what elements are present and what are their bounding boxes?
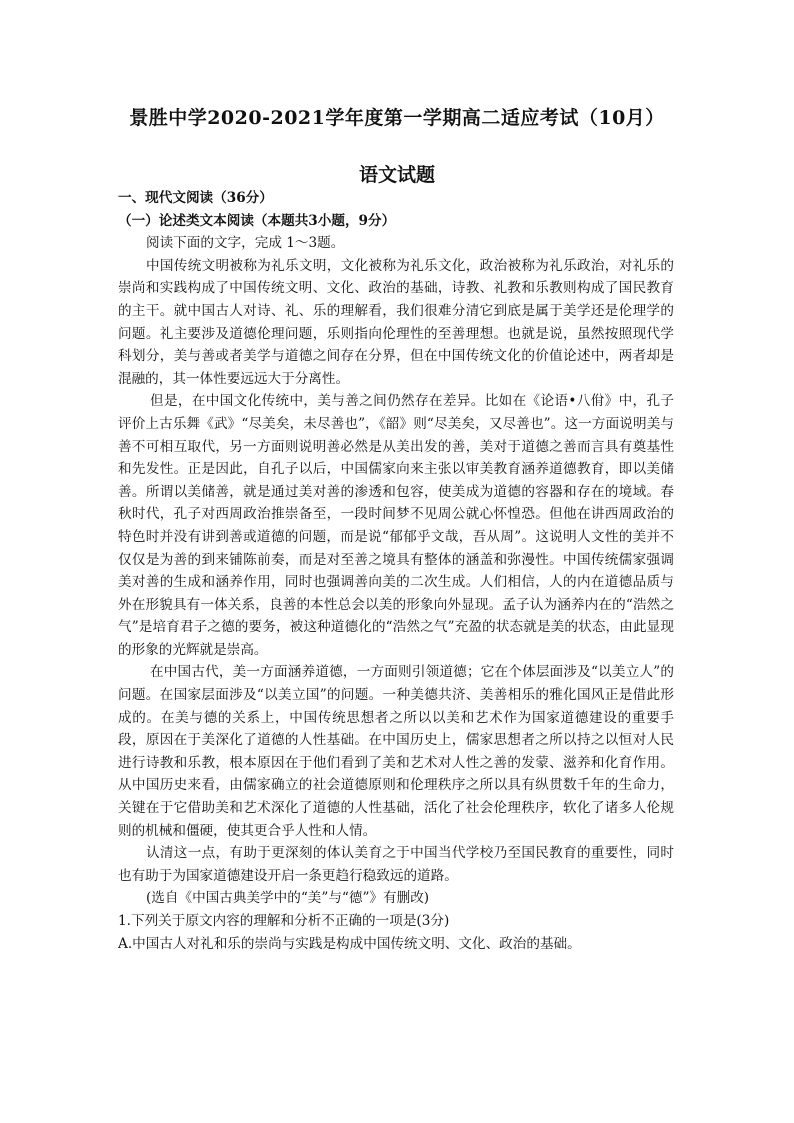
question-1: 1.下列关于原文内容的理解和分析不正确的一项是(3分): [118, 913, 450, 929]
source-note: (选自《中国古典美学中的“美”与“德”》有删改): [146, 890, 430, 907]
exam-content: [118, 187, 674, 955]
reading-instruction: 阅读下面的文字，完成 1～3题。: [146, 235, 345, 252]
question-1-option-a: A.中国古人对礼和乐的崇尚与实践是构成中国传统文明、文化、政治的基础。: [118, 935, 581, 952]
paragraph-2: 但是，在中国文化传统中，美与善之间仍然存在差异。比如在《论语•八佾》中，孔子评价上古乐舞《武》“尽美矣，未尽善也”，《韶》则“尽美矣，又尽善也”。这一方面说明美与善不可相互取代，另一方面则说明善必然是从美出发的善，美对于道德之善而言具有奠基性和先发性。正是因此，自孔子以后，中国儒家向来主张以审美教育涵养道德教育，即以美储善。所谓以美储善，就是通过美对善的渗透和包容，使美成为道德的容器和存在的境域。春秋时代，孔子对西周政治推崇备至，一段时间梦不见周公就心怀惶恐。但他在讲西周政治的特色时并没有讲到善或道德的问题，而是说“郁郁乎文哉，吾从周”。这说明人文性的美并不仅仅是为善的到来铺陈前奏，而是对至善之境具有整体的涵盖和弥漫性。中国传统儒家强调美对善的生成和涵养作用，同时也强调善向美的二次生成。人们相信，人的内在道德品质与外在形貌具有一体关系，良善的本性总会以美的形象向外显现。孟子认为涵养内在的“浩然之气”是培育君子之德的要务，被这种道德化的“浩然之气”充盈的状态就是美的状态，由此显现的形象的光辉就是崇高。: [118, 393, 674, 658]
paragraph-4: 认清这一点，有助于更深刻的体认美育之于中国当代学校乃至国民教育的重要性，同时也有助于为国家道德建设开启一条更趋行稳致远的道路。: [118, 845, 674, 884]
exam-subtitle: 语文试题: [358, 164, 435, 186]
section-heading-1-1: （一）论述类文本阅读（本题共3小题，9分）: [118, 212, 396, 229]
exam-title: 景胜中学2020-2021学年度第一学期高二适应考试（10月）: [129, 107, 665, 129]
paragraph-3: 在中国古代，美一方面涵养道德，一方面则引领道德；它在个体层面涉及“以美立人”的问题。在国家层面涉及“以美立国”的问题。一种美德共济、美善相乐的雅化国风正是借此形成的。在美与德的关系上，中国传统思想者之所以以美和艺术作为国家道德建设的重要手段，原因在于美深化了道德的人性基础。在中国历史上，儒家思想者之所以持之以恒对人民进行诗教和乐教，根本原因在于他们看到了美和艺术对人性之善的发蒙、滋养和化育作用。从中国历史来看，由儒家确立的社会道德原则和伦理秩序之所以具有纵贯数千年的生命力，关键在于它借助美和艺术深化了道德的人性基础，活化了社会伦理秩序，软化了诸多人伦规则的机械和僵硬，使其更合乎人性和人情。: [118, 664, 674, 839]
section-heading-1: 一、现代文阅读（36分）: [118, 190, 273, 206]
paragraph-1: 中国传统文明被称为礼乐文明，文化被称为礼乐文化，政治被称为礼乐政治，对礼乐的崇尚和实践构成了中国传统文明、文化、政治的基础，诗教、礼教和乐教则构成了国民教育的主干。就中国古人对诗、礼、乐的理解看，我们很难分清它到底是属于美学还是伦理学的问题。礼主要涉及道德伦理问题，乐则指向伦理性的至善理想。也就是说，虽然按照现代学科划分，美与善或者美学与道德之间存在分界，但在中国传统文化的价值论述中，两者却是混融的，其一体性要远远大于分离性。: [118, 257, 674, 387]
